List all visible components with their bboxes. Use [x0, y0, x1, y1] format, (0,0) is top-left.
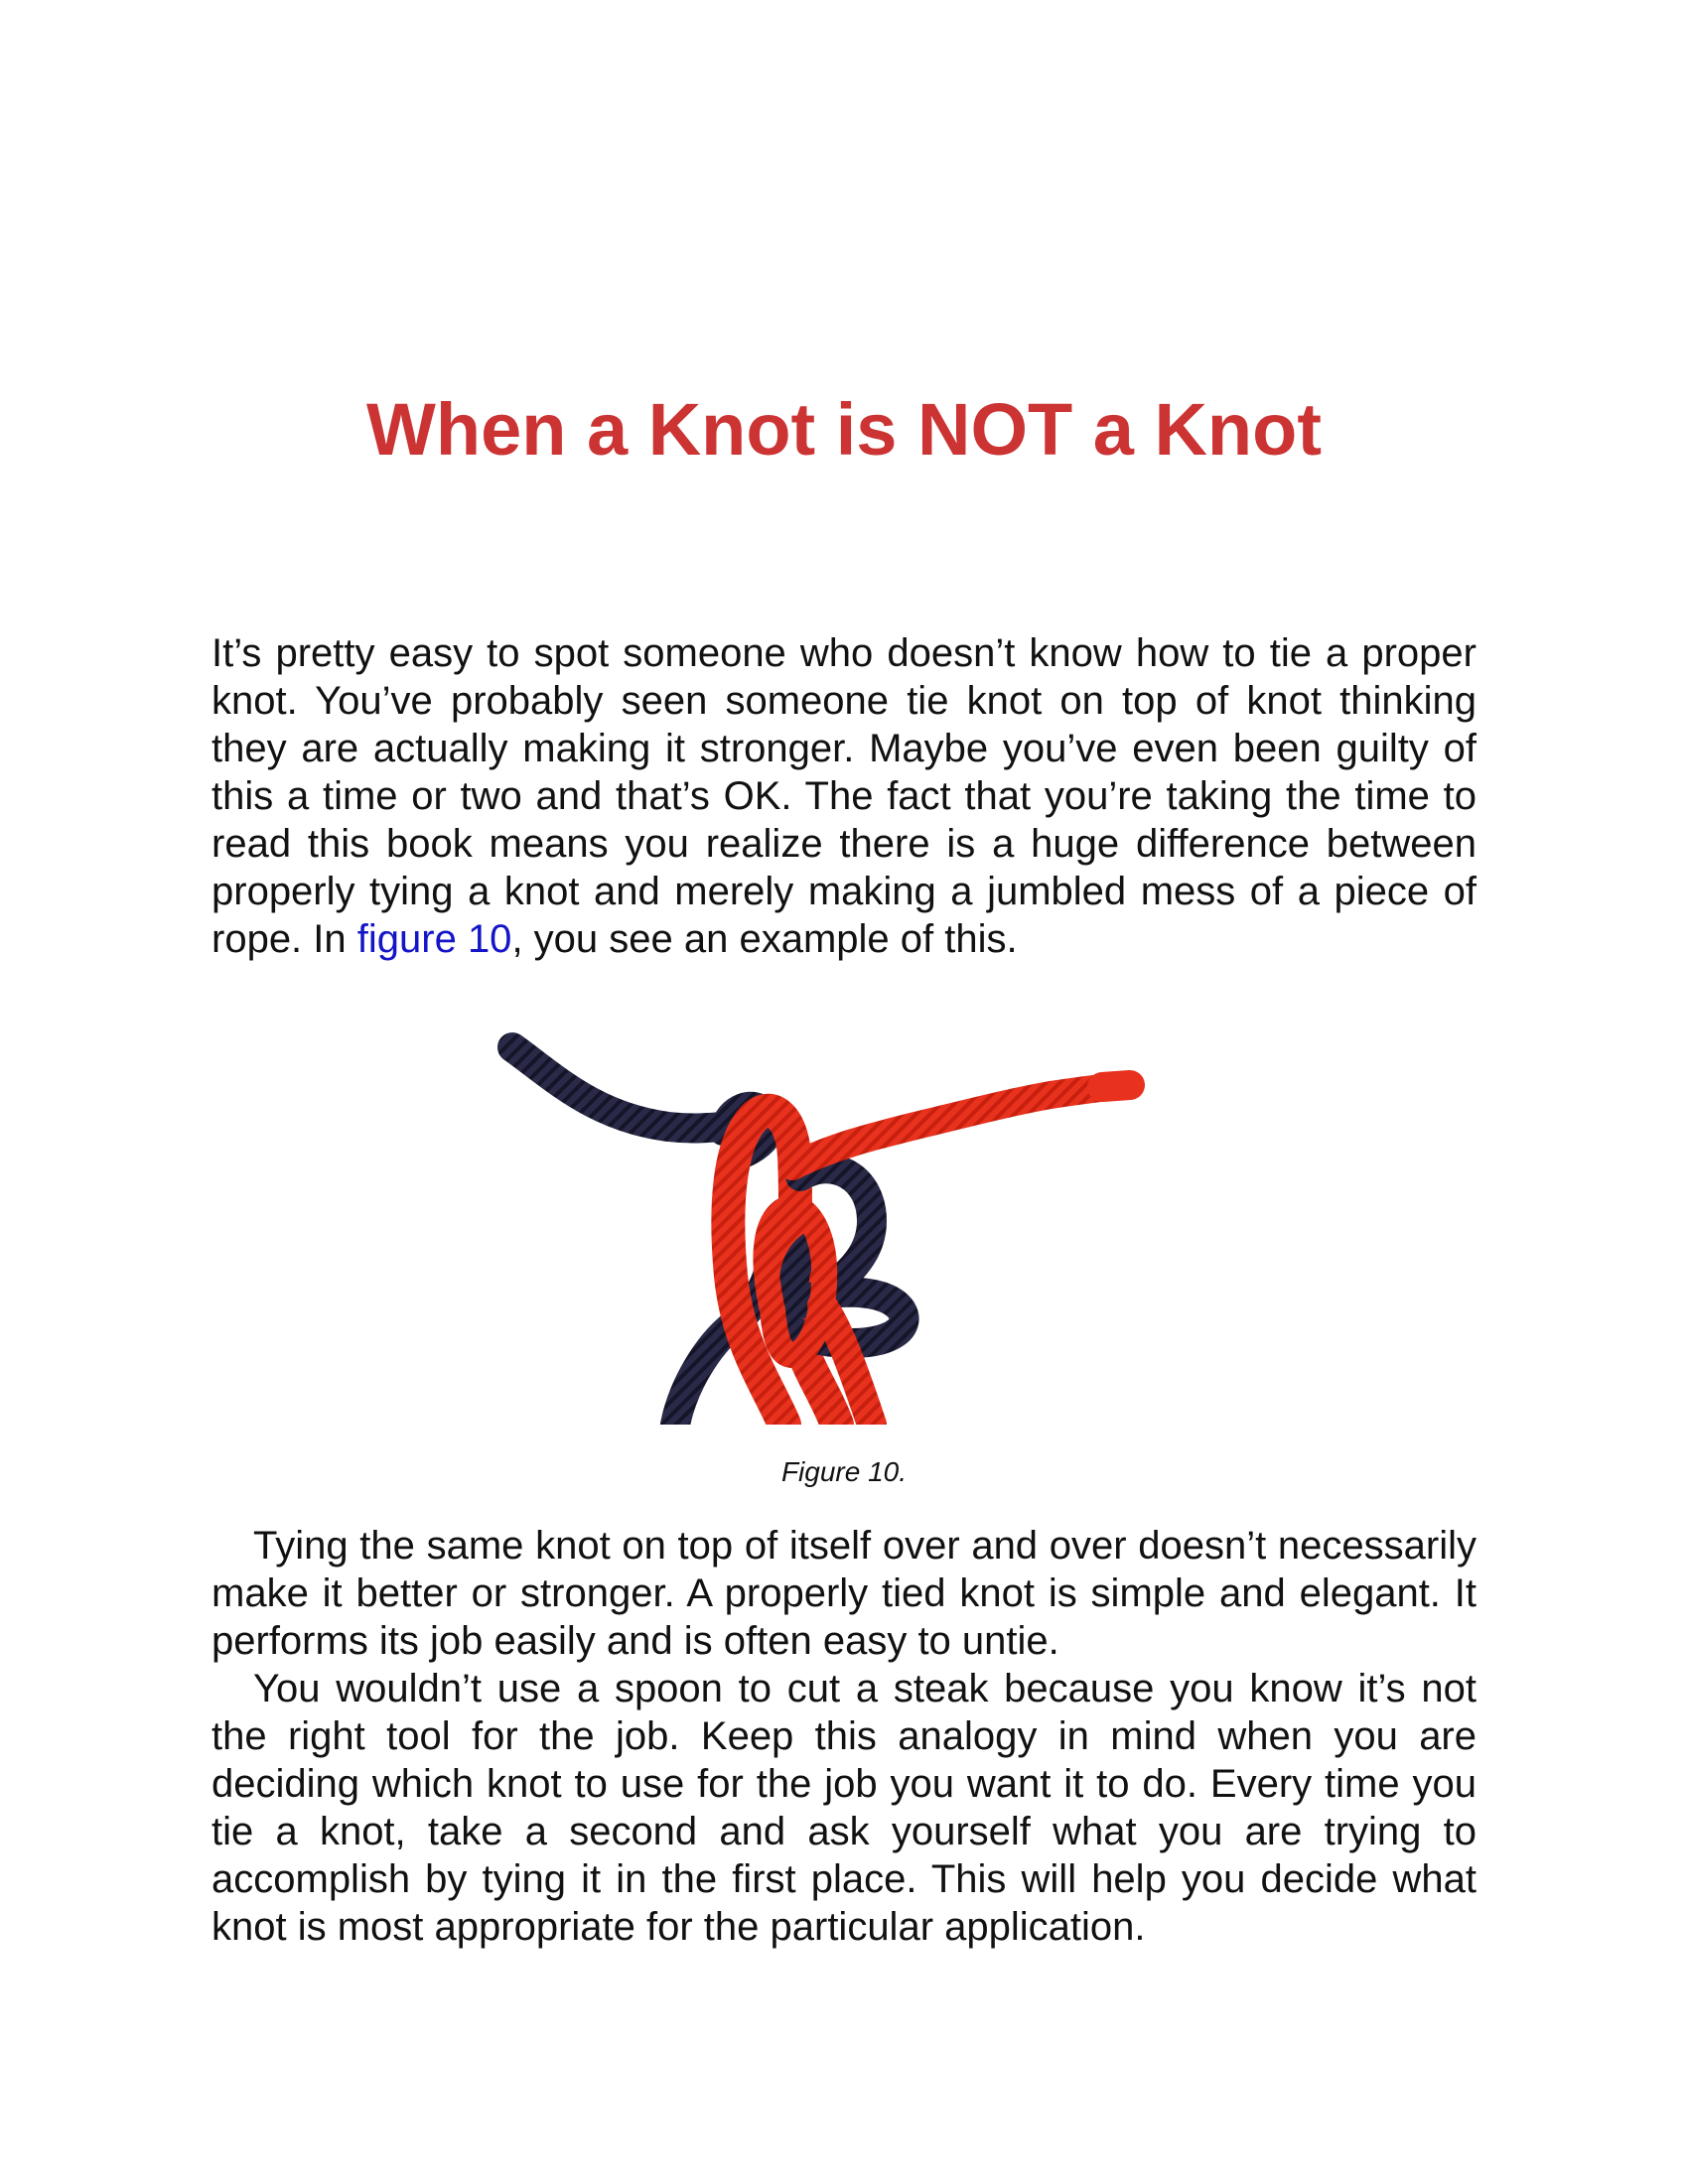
knot-figure-image	[494, 1027, 1196, 1425]
intro-paragraph	[211, 629, 1477, 963]
body-paragraph-2: Tying the same knot on top of itself over and over doesn’t necessarily make it better or stronger. A properly tied knot is simple and elegant. It performs its job easily and is often easy to untie.	[211, 1524, 1477, 1663]
red-rope-right-tail	[792, 1087, 1110, 1166]
intro-text-end: , you see an example of this.	[511, 917, 1018, 961]
intro-text-start: It’s pretty easy to spot someone who doesn’t know how to tie a proper knot. You’ve probably seen someone tie knot on top of knot thinking they are actually making it stronger. Maybe you’ve even been guilty of this a time or two and that’s OK. The fact that you’re taking the time to read this book means you realize there is a huge difference between properly tying a knot and merely making a jumbled mess of a piece of rope. In	[211, 631, 1477, 961]
page-title: When a Knot is NOT a Knot	[366, 388, 1322, 471]
red-rope-tip	[1102, 1085, 1130, 1087]
body-paragraph-3: You wouldn’t use a spoon to cut a steak because you know it’s not the right tool for the job. Keep this analogy in mind when you are deciding which knot to use for the job you want it to do. Every time you tie a knot, take a second and ask yourself what you are trying to accomplish by tying it in the first place. This will help you decide what knot is most appropriate for the particular application.	[211, 1667, 1477, 1949]
figure-10-link[interactable]: figure 10	[356, 917, 512, 961]
figure-caption: Figure 10.	[780, 1456, 908, 1487]
